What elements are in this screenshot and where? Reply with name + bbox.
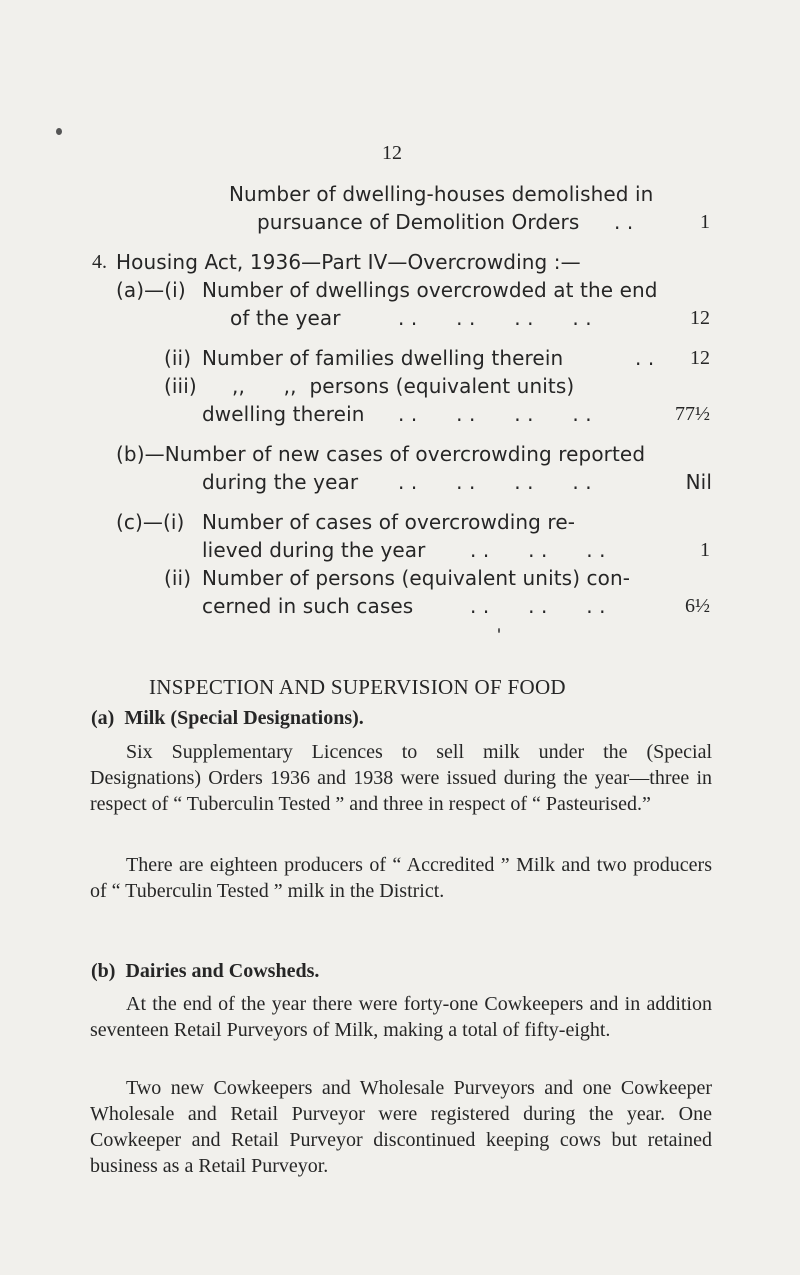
- a-iii-line-2: dwelling therein: [202, 402, 365, 426]
- inspection-heading: INSPECTION AND SUPERVISION OF FOOD: [149, 675, 566, 699]
- a-i-value: 12: [690, 307, 710, 329]
- b-line-1: (b)—Number of new cases of overcrowding reported: [116, 442, 646, 466]
- a-iii-line-1: ,, ,, persons (equivalent units): [232, 374, 575, 398]
- a-i-line-2: of the year: [230, 306, 341, 330]
- c-i-line-1: Number of cases of overcrowding re-: [202, 510, 576, 534]
- c-ii-line-2: cerned in such cases: [202, 594, 414, 618]
- c-ii-leader-dots: . . . . . .: [470, 594, 606, 618]
- b-value: Nil: [685, 470, 712, 494]
- a-ii-leader-dots: . .: [635, 346, 655, 370]
- milk-paragraph-2: There are eighteen producers of “ Accredited ” Milk and two producers of “ Tuberculin Tested ” milk in the District.: [90, 854, 712, 902]
- a-i-line-1: Number of dwellings overcrowded at the end: [202, 278, 658, 302]
- dairies-paragraph-2: Two new Cowkeepers and Wholesale Purveyors and one Cowkeeper Wholesale and Retail Purveyor were registered during the year. One Cowkeeper and Retail Purveyor discontinued keeping cows but retained business as a Retail Purveyor.: [90, 1077, 712, 1177]
- c-ii-line-1: Number of persons (equivalent units) con-: [202, 566, 631, 590]
- a-iii-leader-dots: . . . . . . . .: [398, 402, 592, 426]
- a-ii-text: Number of families dwelling therein: [202, 346, 564, 370]
- c-i-line-2: lieved during the year: [202, 538, 426, 562]
- a-i-leader-dots: . . . . . . . .: [398, 306, 592, 330]
- demolished-value: 1: [700, 211, 710, 233]
- item-4-label: 4.: [92, 251, 107, 273]
- scan-speck: [498, 628, 500, 633]
- scan-speck: [56, 128, 62, 135]
- milk-heading: (a) Milk (Special Designations).: [91, 707, 364, 729]
- c-i-label: (c)—(i): [116, 510, 185, 534]
- c-i-leader-dots: . . . . . .: [470, 538, 606, 562]
- c-ii-value: 6½: [685, 595, 710, 617]
- demolished-line-1: Number of dwelling-houses demolished in: [229, 182, 654, 206]
- dairies-heading: (b) Dairies and Cowsheds.: [91, 960, 320, 982]
- b-line-2: during the year: [202, 470, 359, 494]
- page-number: 12: [382, 142, 402, 164]
- milk-paragraph-1: Six Supplementary Licences to sell milk under the (Special Designations) Orders 1936 and 1938 were issued during the year—three in respect of “ Tuberculin Tested ” and three in respect of “ Pasteurised.”: [90, 741, 712, 815]
- a-ii-value: 12: [690, 347, 710, 369]
- dairies-paragraph-1: At the end of the year there were forty-one Cowkeepers and in addition seventeen Retail Purveyors of Milk, making a total of fifty-eight.: [90, 993, 712, 1041]
- demolished-leader-dots: . .: [614, 210, 634, 234]
- item-4-title: Housing Act, 1936—Part IV—Overcrowding :—: [116, 250, 581, 274]
- a-iii-value: 77½: [675, 403, 710, 425]
- demolished-line-2: pursuance of Demolition Orders: [257, 210, 580, 234]
- a-i-label: (a)—(i): [116, 278, 186, 302]
- c-i-value: 1: [700, 539, 710, 561]
- a-ii-label: (ii): [164, 346, 192, 370]
- c-ii-label: (ii): [164, 566, 192, 590]
- a-iii-label: (iii): [164, 374, 197, 398]
- b-leader-dots: . . . . . . . .: [398, 470, 592, 494]
